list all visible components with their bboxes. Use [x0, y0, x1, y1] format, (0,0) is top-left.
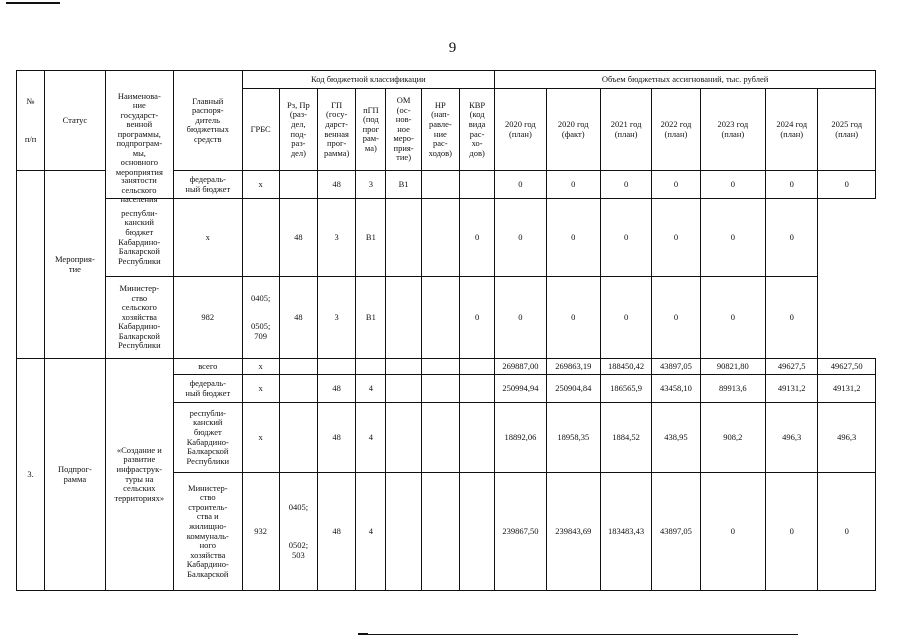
rzpr-cell — [242, 277, 279, 359]
header-year: 2021 год (план) — [600, 89, 651, 171]
budget-table — [16, 70, 876, 591]
value-cell: 0 — [766, 199, 818, 277]
value-cell: 0 — [600, 171, 651, 199]
header-kbk-nr: НР (нап- равле- ние рас- ходов) — [421, 89, 459, 171]
table-row — [17, 199, 876, 277]
value-cell: 0 — [766, 277, 818, 359]
admin-cell: федераль- ный бюджет — [174, 171, 242, 199]
value-cell: 43897,05 — [652, 359, 700, 375]
kvr-cell — [421, 199, 459, 277]
nr-cell — [421, 359, 459, 375]
grbs-cell: х — [242, 171, 279, 199]
grbs-cell: х — [174, 199, 242, 277]
header-num: № п/п — [17, 71, 45, 171]
header-year: 2025 год (план) — [818, 89, 876, 171]
value-cell: 0 — [700, 199, 765, 277]
pgp-cell: 4 — [356, 473, 386, 591]
value-cell: 186565,9 — [600, 375, 651, 403]
bottom-rule — [358, 634, 798, 635]
value-cell: 0 — [818, 473, 876, 591]
kvr-cell — [421, 277, 459, 359]
program-name-continuation: занятости сельского населения — [120, 175, 158, 205]
rzpr-cell — [279, 375, 317, 403]
value-cell: 49131,2 — [818, 375, 876, 403]
om-cell — [386, 403, 421, 473]
value-cell: 90821,80 — [700, 359, 765, 375]
value-cell: 496,3 — [818, 403, 876, 473]
header-kbk-om: ОМ (ос- нов- ное меро- прия- тие) — [386, 89, 421, 171]
value-cell: 1884,52 — [600, 403, 651, 473]
nr-cell — [421, 171, 459, 199]
program-name-cell: «Создание и развитие инфраструк- туры на сельских территориях» — [105, 359, 173, 591]
header-kbk-grbs: ГРБС — [242, 89, 279, 171]
admin-cell: Министер- ство строитель- ства и жилищно- коммуналь- ного хозяйства Кабардино- Балкарской — [174, 473, 242, 591]
grbs-cell: х — [242, 359, 279, 375]
value-cell: 908,2 — [700, 403, 765, 473]
value-cell: 250904,84 — [546, 375, 600, 403]
value-cell: 438,95 — [652, 403, 700, 473]
kvr-cell — [459, 171, 494, 199]
value-cell: 49131,2 — [766, 375, 818, 403]
pgp-cell: 3 — [318, 199, 356, 277]
rzpr-cell — [279, 359, 317, 375]
value-cell: 0 — [652, 171, 700, 199]
om-cell — [386, 473, 421, 591]
gp-cell: 48 — [279, 277, 317, 359]
value-cell: 269887,00 — [495, 359, 546, 375]
value-cell: 239867,50 — [495, 473, 546, 591]
kvr-cell — [459, 375, 494, 403]
header-volume-group: Объем бюджетных ассигнований, тыс. рублей — [495, 71, 876, 89]
header-kbk-kvr: КВР (код вида рас- хо- дов) — [459, 89, 494, 171]
nr-cell — [421, 375, 459, 403]
value-cell: 188450,42 — [600, 359, 651, 375]
row-num-empty — [17, 171, 45, 359]
header-year: 2020 год (факт) — [546, 89, 600, 171]
header-year: 2022 год (план) — [652, 89, 700, 171]
value-cell: 0 — [766, 473, 818, 591]
value-cell: 0 — [600, 199, 651, 277]
table-row — [17, 359, 876, 375]
pgp-cell — [356, 359, 386, 375]
value-cell: 0 — [459, 199, 494, 277]
value-cell: 0 — [495, 171, 546, 199]
value-cell: 0 — [546, 277, 600, 359]
value-cell: 183483,43 — [600, 473, 651, 591]
header-kbk-rzpr: Рз, Пр (раз- дел, под- раз- дел) — [279, 89, 317, 171]
header-kbk-group: Код бюджетной классификации — [242, 71, 495, 89]
page-number: 9 — [448, 40, 457, 56]
grbs-cell: х — [242, 375, 279, 403]
value-cell: 49627,50 — [818, 359, 876, 375]
gp-cell: 48 — [318, 171, 356, 199]
nr-cell — [386, 199, 421, 277]
grbs-cell: 932 — [242, 473, 279, 591]
value-cell: 0 — [495, 199, 546, 277]
header-kbk-gp: ГП (госу- дарст- венная прог- рамма) — [318, 89, 356, 171]
value-cell: 0 — [459, 277, 494, 359]
value-cell: 250994,94 — [495, 375, 546, 403]
value-cell: 18892,06 — [495, 403, 546, 473]
admin-cell: Министер- ство сельского хозяйства Кабардино- Балкарской Республики — [105, 277, 173, 359]
value-cell: 89913,6 — [700, 375, 765, 403]
header-kbk-pgp: пГП (под прог рам- ма) — [356, 89, 386, 171]
pgp-cell: 4 — [356, 403, 386, 473]
admin-cell: всего — [174, 359, 242, 375]
om-cell — [386, 375, 421, 403]
grbs-cell: 982 — [174, 277, 242, 359]
pgp-cell: 3 — [356, 171, 386, 199]
header-year: 2024 год (план) — [766, 89, 818, 171]
header-year: 2020 год (план) — [495, 89, 546, 171]
status-cell: Мероприя- тие — [45, 171, 105, 359]
status-cell: Подпрог- рамма — [45, 359, 105, 591]
grbs-cell: х — [242, 403, 279, 473]
value-cell: 0 — [495, 277, 546, 359]
kvr-cell — [459, 473, 494, 591]
value-cell: 0 — [766, 171, 818, 199]
pgp-cell: 4 — [356, 375, 386, 403]
value-cell: 49627,5 — [766, 359, 818, 375]
table-row — [17, 277, 876, 359]
om-cell: В1 — [356, 199, 386, 277]
rzpr-cell — [279, 473, 317, 591]
rzpr-bottom: 0502; 503 — [288, 540, 309, 560]
nr-cell — [421, 473, 459, 591]
admin-cell: республи- канский бюджет Кабардино- Балкарской Республики — [105, 199, 173, 277]
value-cell: 43897,05 — [652, 473, 700, 591]
om-cell — [386, 359, 421, 375]
header-program-name: Наименова- ние государст- венной программы, подпрограм- мы, основного мероприятия — [105, 71, 173, 199]
rzpr-cell — [242, 199, 279, 277]
value-cell: 0 — [818, 171, 876, 199]
admin-cell: республи- канский бюджет Кабардино- Балкарской Республики — [174, 403, 242, 473]
nr-cell — [386, 277, 421, 359]
value-cell: 0 — [652, 277, 700, 359]
value-cell: 0 — [546, 199, 600, 277]
nr-cell — [421, 403, 459, 473]
om-cell: В1 — [356, 277, 386, 359]
value-cell: 269863,19 — [546, 359, 600, 375]
header-row-1 — [17, 71, 876, 89]
value-cell: 0 — [600, 277, 651, 359]
value-cell: 0 — [652, 199, 700, 277]
header-admin: Главный распоря- дитель бюджетных средств — [174, 71, 242, 171]
value-cell: 0 — [700, 171, 765, 199]
gp-cell: 48 — [318, 403, 356, 473]
value-cell: 0 — [546, 171, 600, 199]
value-cell: 239843,69 — [546, 473, 600, 591]
header-year: 2023 год (план) — [700, 89, 765, 171]
kvr-cell — [459, 403, 494, 473]
value-cell: 0 — [700, 277, 765, 359]
pgp-cell: 3 — [318, 277, 356, 359]
top-edge-mark — [6, 2, 60, 4]
value-cell: 18958,35 — [546, 403, 600, 473]
rzpr-top: 0405; — [288, 501, 309, 512]
gp-cell: 48 — [279, 199, 317, 277]
header-status: Статус — [45, 71, 105, 171]
rzpr-cell — [279, 171, 317, 199]
om-cell: В1 — [386, 171, 421, 199]
gp-cell — [318, 359, 356, 375]
rzpr-bottom: 0505; 709 — [250, 321, 271, 341]
admin-cell: федераль- ный бюджет — [174, 375, 242, 403]
rzpr-cell — [279, 403, 317, 473]
value-cell: 43458,10 — [652, 375, 700, 403]
value-cell: 496,3 — [766, 403, 818, 473]
gp-cell: 48 — [318, 375, 356, 403]
gp-cell: 48 — [318, 473, 356, 591]
kvr-cell — [459, 359, 494, 375]
row-num: 3. — [17, 359, 45, 591]
rzpr-top: 0405; — [250, 292, 271, 303]
value-cell: 0 — [700, 473, 765, 591]
